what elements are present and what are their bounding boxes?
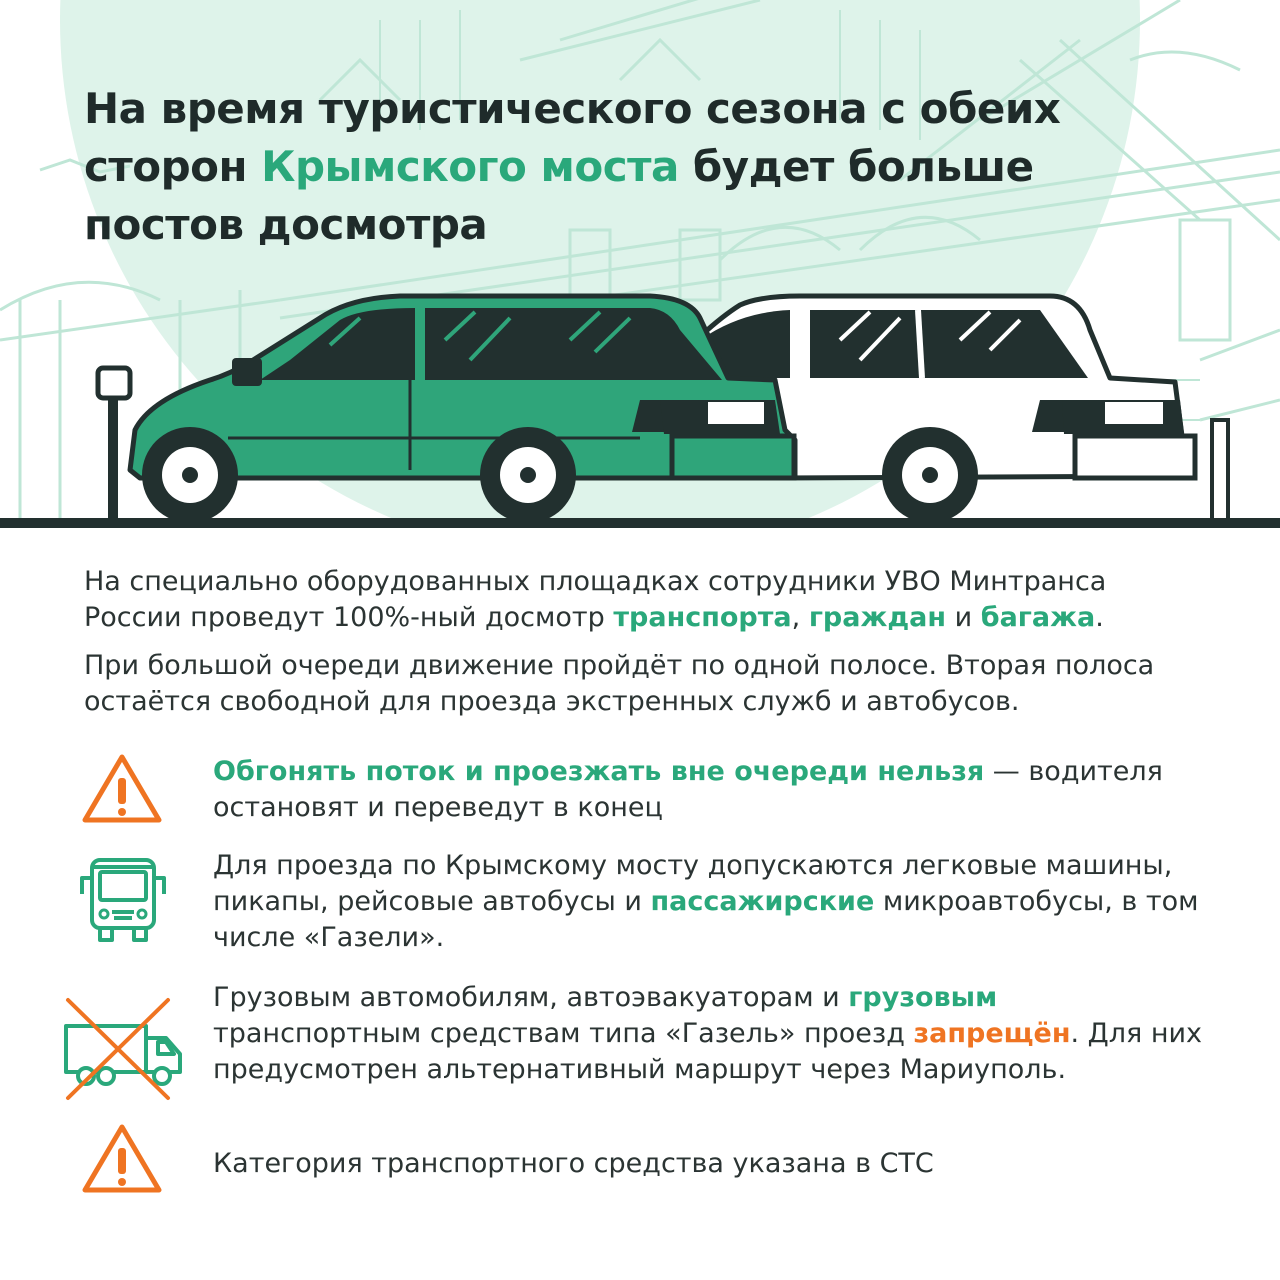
rule-3-text: Грузовым автомобилям, автоэвакуаторам и	[213, 982, 849, 1013]
intro-paragraph-2: При большой очереди движение пройдёт по одной полосе. Вторая полоса остаётся свободной для проезда экстренных служб и автобусов.	[84, 650, 1155, 717]
rule-1-highlight: Обгонять поток и проезжать вне очереди нельзя	[213, 756, 985, 787]
rule-3-text-end: . Для них предусмотрен альтернативный маршрут через Мариуполь.	[213, 1018, 1203, 1085]
intro-text: ,	[791, 602, 809, 633]
rule-allowed-vehicles	[213, 848, 1213, 956]
title-line2-pre: сторон	[84, 142, 262, 191]
title-line1: На время туристического сезона с обеих	[84, 84, 1061, 133]
parking-post-icon	[98, 368, 130, 520]
highlight-citizens: граждан	[808, 602, 947, 633]
rule-2-text-end: микроавтобусы, в том числе «Газели».	[213, 886, 1199, 953]
rule-no-overtaking	[213, 754, 1213, 826]
rule-3-highlight: грузовым	[848, 982, 998, 1013]
rule-1-text: — водителя остановят и переведут в конец	[213, 756, 1163, 823]
title-accent: Крымского моста	[261, 142, 679, 191]
warning-icon	[80, 752, 164, 824]
highlight-luggage: багажа	[980, 602, 1096, 633]
title-line2-post: будет больше	[678, 142, 1034, 191]
rule-2-text: Для проезда по Крымскому мосту допускаются легковые машины, пикапы, рейсовые автобусы и	[213, 850, 1173, 917]
intro-text: .	[1095, 602, 1104, 633]
truck-prohibited-icon	[62, 996, 186, 1104]
page-title	[84, 80, 1144, 254]
rule-3-text-mid: транспортным средствам типа «Газель» проезд	[213, 1018, 914, 1049]
highlight-transport: транспорта	[613, 602, 792, 633]
warning-icon	[80, 1122, 164, 1194]
rule-vehicle-category: Категория транспортного средства указана в СТС	[213, 1148, 934, 1179]
bus-icon	[78, 856, 168, 944]
rule-2-highlight: пассажирские	[650, 886, 875, 917]
rule-3-prohibited: запрещён	[913, 1018, 1071, 1049]
intro-text: и	[946, 602, 981, 633]
intro-paragraph-1	[84, 564, 1204, 636]
hero-illustration	[0, 0, 1280, 528]
title-line3: постов досмотра	[84, 200, 488, 249]
intro-text: На специально оборудованных площадках сотрудники УВО Минтранса России проведут 100%-ный досмотр	[84, 566, 1107, 633]
rule-trucks-prohibited	[213, 980, 1213, 1088]
